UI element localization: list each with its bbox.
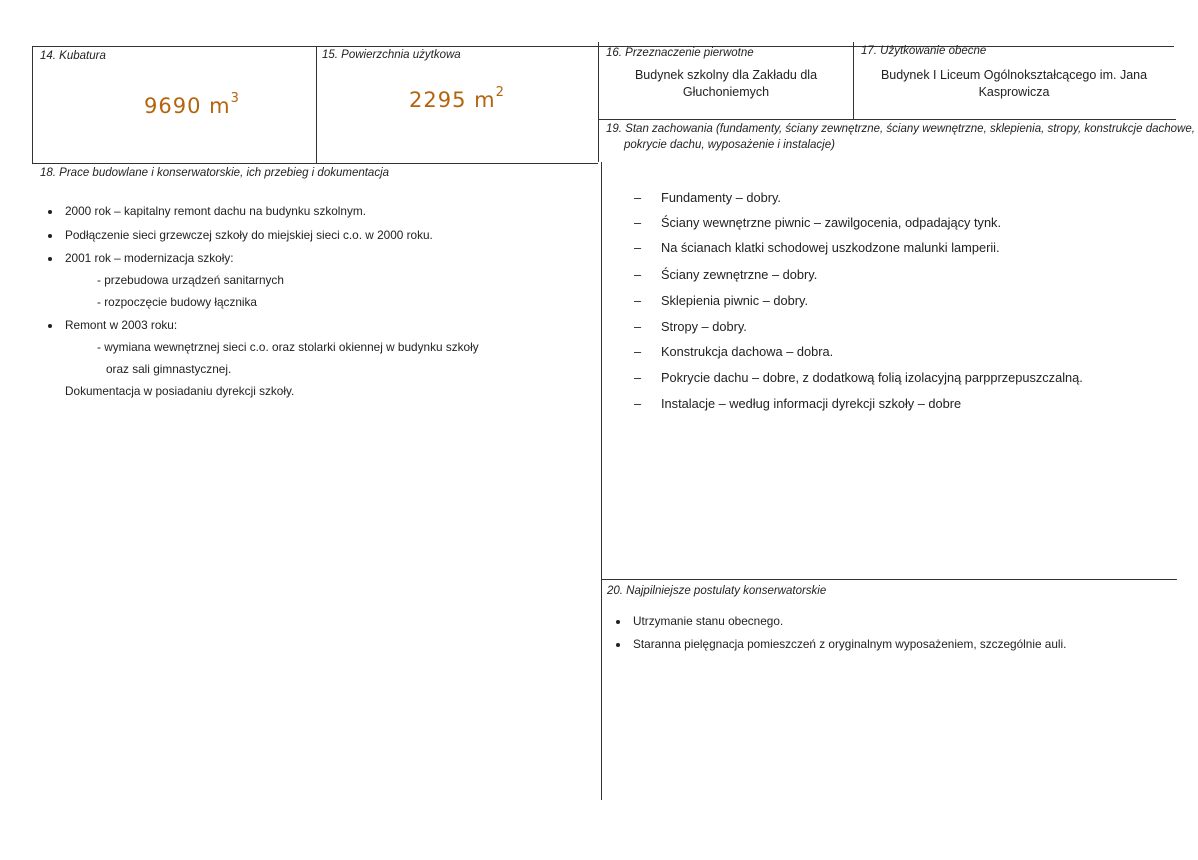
field-15-value (409, 85, 505, 112)
field-18-subitem: - rozpoczęcie budowy łącznika (97, 295, 257, 309)
dash-marker: – (634, 215, 642, 230)
bullet-dot (48, 324, 52, 328)
field-19-label-cont: pokrycie dachu, wyposażenie i instalacje) (624, 139, 835, 151)
field-19-item: Pokrycie dachu – dobre, z dodatkową folią izolacyjną parpprzepuszczalną. (661, 370, 1083, 385)
divider-14-15 (316, 46, 317, 164)
dash-marker: – (634, 267, 642, 282)
bullet-dot (48, 210, 52, 214)
top-border-line (32, 46, 1174, 47)
dash-marker: – (634, 190, 642, 205)
field-19-item: Ściany zewnętrzne – dobry. (661, 267, 818, 282)
field-19-label: 19. Stan zachowania (fundamenty, ściany zewnętrzne, ściany wewnętrzne, sklepienia, stropy, konstrukcje dachowe, (606, 123, 1195, 135)
dash-marker: – (634, 240, 642, 255)
field-18-label: 18. Prace budowlane i konserwatorskie, ich przebieg i dokumentacja (40, 167, 390, 179)
field-19-item: Ściany wewnętrzne piwnic – zawilgocenia, odpadający tynk. (661, 215, 1002, 230)
dash-marker: – (634, 344, 642, 359)
field-14-value (144, 91, 240, 118)
field-18-item: 2000 rok – kapitalny remont dachu na budynku szkolnym. (65, 204, 366, 218)
field-18-documentation: Dokumentacja w posiadaniu dyrekcji szkoły. (65, 384, 295, 398)
field-18-subitem: - przebudowa urządzeń sanitarnych (97, 273, 284, 287)
powierzchnia-number: 2295 m (409, 88, 496, 112)
field-17-line-2: Kasprowicza (978, 85, 1050, 99)
field-16-value (606, 67, 846, 101)
dash-marker: – (634, 370, 642, 385)
dash-marker: – (634, 293, 642, 308)
field-19-item: Stropy – dobry. (661, 319, 747, 334)
field-20-label: 20. Najpilniejsze postulaty konserwatorskie (607, 585, 827, 597)
field-15-label: 15. Powierzchnia użytkowa (322, 49, 461, 61)
field-18-subitem: - wymiana wewnętrznej sieci c.o. oraz stolarki okiennej w budynku szkoły (97, 340, 479, 354)
line-under-16-17 (598, 119, 1176, 120)
kubatura-exponent: 3 (230, 91, 240, 106)
field-20-item: Staranna pielęgnacja pomieszczeń z oryginalnym wyposażeniem, szczególnie auli. (633, 637, 1067, 651)
bullet-dot (48, 257, 52, 261)
field-17-line-1: Budynek I Liceum Ogólnokształcącego im. Jana (880, 68, 1148, 82)
dash-marker: – (634, 319, 642, 334)
field-16-line-1: Budynek szkolny dla Zakładu dla (634, 68, 818, 82)
field-20-item: Utrzymanie stanu obecnego. (633, 614, 784, 628)
field-16-label: 16. Przeznaczenie pierwotne (606, 47, 754, 59)
dash-marker: – (634, 396, 642, 411)
divider-15-16 (598, 42, 599, 162)
field-14-label: 14. Kubatura (40, 50, 106, 62)
line-above-20 (601, 579, 1177, 580)
bullet-dot (616, 620, 620, 624)
line-under-14-15 (32, 163, 598, 164)
field-19-item: Fundamenty – dobry. (661, 190, 781, 205)
divider-18-19 (601, 162, 602, 800)
powierzchnia-exponent: 2 (495, 85, 505, 100)
field-18-subitem: oraz sali gimnastycznej. (106, 362, 232, 376)
field-17-label: 17. Użytkowanie obecne (861, 45, 987, 57)
field-19-item: Konstrukcja dachowa – dobra. (661, 344, 834, 359)
field-18-item: Remont w 2003 roku: (65, 318, 178, 332)
kubatura-number: 9690 m (144, 94, 231, 118)
bullet-dot (616, 643, 620, 647)
field-19-item: Instalacje – według informacji dyrekcji szkoły – dobre (661, 396, 962, 411)
field-18-item: Podłączenie sieci grzewczej szkoły do miejskiej sieci c.o. w 2000 roku. (65, 228, 433, 242)
bullet-dot (48, 234, 52, 238)
left-border-line (32, 46, 33, 164)
field-17-value (856, 67, 1172, 101)
field-19-item: Sklepienia piwnic – dobry. (661, 293, 809, 308)
field-18-item: 2001 rok – modernizacja szkoły: (65, 251, 234, 265)
field-16-line-2: Głuchoniemych (682, 85, 770, 99)
field-19-item: Na ścianach klatki schodowej uszkodzone malunki lamperii. (661, 240, 1000, 255)
divider-16-17 (853, 42, 854, 120)
